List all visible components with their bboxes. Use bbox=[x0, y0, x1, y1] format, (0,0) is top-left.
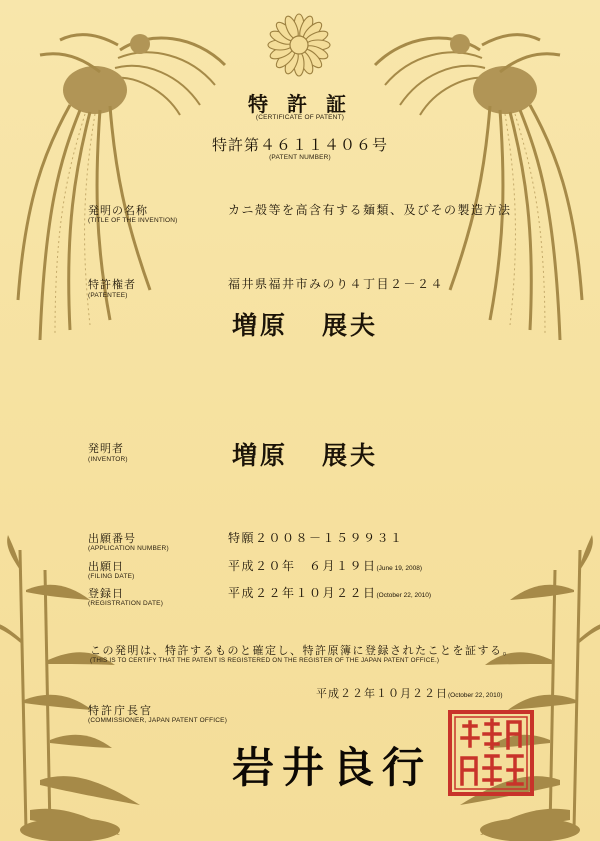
commissioner-signature: 岩井良行 bbox=[232, 743, 433, 792]
patentee-label: 特許権者 bbox=[88, 278, 136, 291]
patent-number-en: (PATENT NUMBER) bbox=[269, 154, 331, 161]
registration-date-jp: 平成２２年１０月２２日 bbox=[228, 586, 377, 600]
bamboo-left-icon bbox=[0, 530, 170, 841]
phoenix-right-icon bbox=[370, 10, 600, 350]
patentee-first-name: 展夫 bbox=[322, 311, 379, 340]
filing-date bbox=[228, 557, 422, 574]
registration-label-en: (REGISTRATION DATE) bbox=[88, 600, 164, 607]
issue-date bbox=[316, 685, 503, 701]
inventor-label: 発明者 bbox=[88, 442, 124, 455]
certify-statement: この発明は、特許するものと確定し、特許原簿に登録されたことを証する。 bbox=[90, 644, 515, 657]
application-number: 特願２００８－１５９９３１ bbox=[228, 531, 404, 545]
registration-date bbox=[228, 584, 431, 601]
commissioner-label: 特許庁長官 bbox=[88, 704, 153, 717]
certificate-title: 特 許 証 bbox=[248, 92, 352, 116]
certify-statement-en: (THIS IS TO CERTIFY THAT THE PATENT IS REGISTERED ON THE REGISTER OF THE JAPAN PATENT OFFICE.) bbox=[90, 657, 440, 664]
application-label-en: (APPLICATION NUMBER) bbox=[88, 545, 169, 552]
filing-date-en: (June 19, 2008) bbox=[376, 565, 423, 572]
patentee-label-en: (PATENTEE) bbox=[88, 292, 128, 299]
commissioner-label-en: (COMMISSIONER, JAPAN PATENT OFFICE) bbox=[88, 717, 228, 724]
patent-number: 特許第４６１１４０６号 bbox=[211, 136, 388, 154]
official-seal-icon bbox=[446, 708, 536, 798]
phoenix-left-icon bbox=[0, 10, 230, 350]
registration-label: 登録日 bbox=[88, 587, 124, 600]
chrysanthemum-crest-icon bbox=[266, 12, 332, 78]
inventor-name bbox=[232, 436, 378, 472]
application-label: 出願番号 bbox=[88, 532, 136, 545]
issue-date-jp: 平成２２年１０月２２日 bbox=[316, 687, 448, 700]
invention-title: カニ殻等を高含有する麺類、及びその製造方法 bbox=[228, 203, 512, 217]
filing-label-en: (FILING DATE) bbox=[88, 573, 135, 580]
inventor-first-name: 展夫 bbox=[322, 441, 379, 470]
invention-label-en: (TITLE OF THE INVENTION) bbox=[88, 217, 178, 224]
certificate-title-en: (CERTIFICATE OF PATENT) bbox=[255, 114, 345, 121]
patentee-last-name: 増原 bbox=[232, 311, 289, 340]
patentee-address: 福井県福井市みのり４丁目２－２４ bbox=[228, 277, 445, 291]
issue-date-en: (October 22, 2010) bbox=[448, 692, 503, 699]
filing-label: 出願日 bbox=[88, 560, 124, 573]
inventor-last-name: 増原 bbox=[232, 441, 289, 470]
inventor-label-en: (INVENTOR) bbox=[88, 456, 128, 463]
patentee-name bbox=[232, 306, 378, 342]
filing-date-jp: 平成２０年 ６月１９日 bbox=[228, 559, 377, 573]
registration-date-en: (October 22, 2010) bbox=[376, 592, 432, 599]
invention-label: 発明の名称 bbox=[88, 204, 148, 217]
